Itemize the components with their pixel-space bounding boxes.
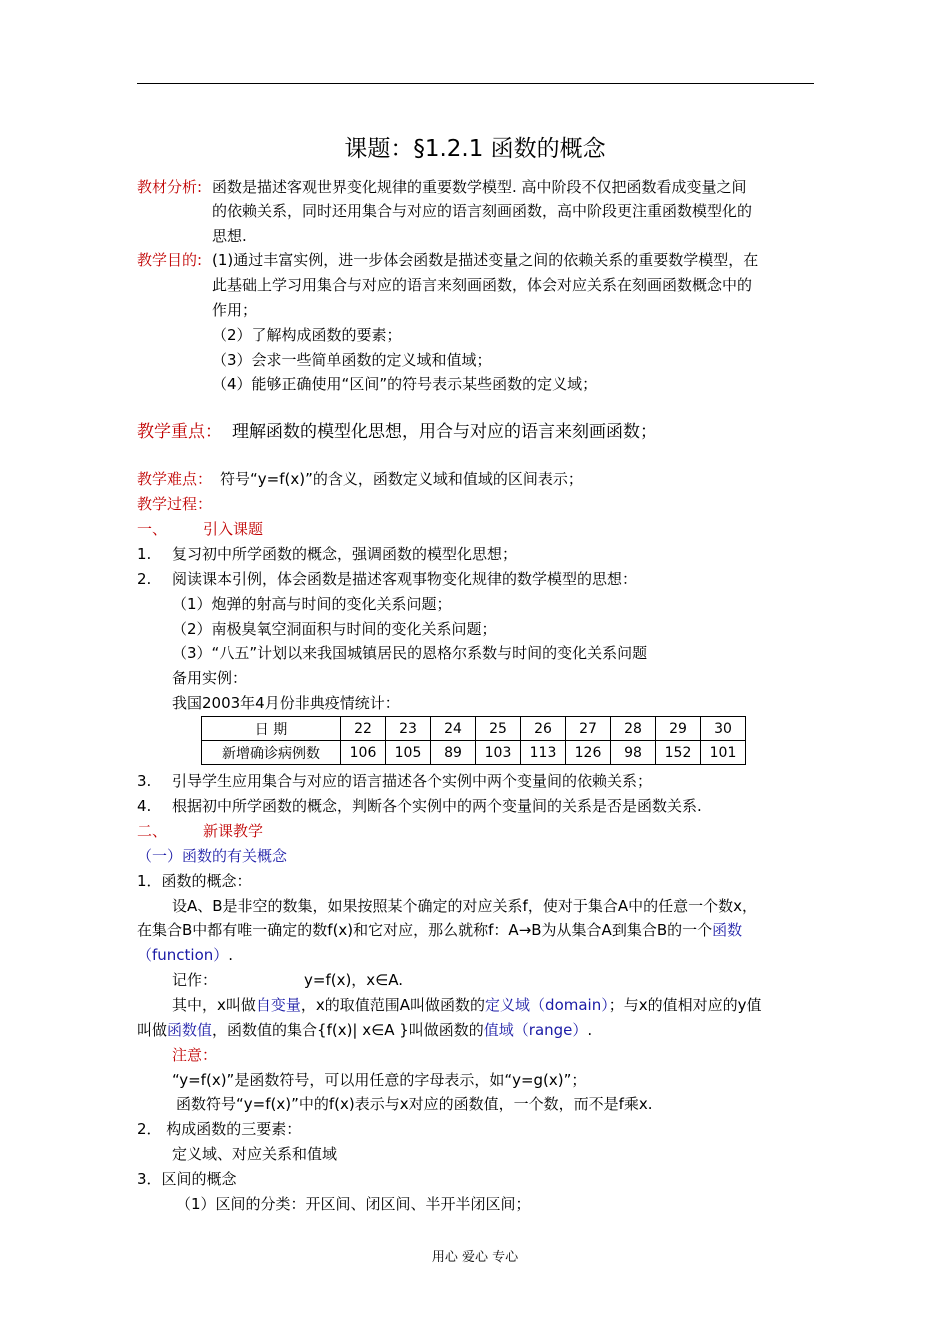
textbook-analysis-line: 思想. <box>212 227 247 245</box>
table-cell: 22 <box>341 717 386 741</box>
objective-line: (1)通过丰富实例，进一步体会函数是描述变量之间的依赖关系的重要数学模型，在 <box>212 251 759 269</box>
list-number: 4. <box>137 797 152 815</box>
table-cell: 23 <box>386 717 431 741</box>
notation-formula: y=f(x)，x∈A. <box>304 971 404 989</box>
key-point-text: 理解函数的模型化思想，用合与对应的语言来刻画函数； <box>232 422 657 442</box>
table-cell: 105 <box>386 741 431 765</box>
terms-text: . <box>587 1021 593 1039</box>
table-cell: 113 <box>521 741 566 765</box>
definition-text: 在集合B中都有唯一确定的数f(x)和它对应，那么就称f：A→B为从集合A到集合B的一个 <box>137 921 713 939</box>
terms-text: 叫做 <box>137 1021 168 1039</box>
example-item: （1）炮弹的射高与时间的变化关系问题； <box>172 595 452 613</box>
table-cell: 126 <box>566 741 611 765</box>
table-cell: 152 <box>656 741 701 765</box>
difficulty-label: 教学难点： <box>137 470 213 488</box>
paragraph-text: 定义域、对应关系和值域 <box>172 1145 338 1163</box>
note-item: “y=f(x)”是函数符号，可以用任意的字母表示，如“y=g(x)”； <box>172 1071 587 1089</box>
section2-number: 二、 <box>137 822 168 840</box>
definition-line <box>137 920 742 940</box>
table-cell: 101 <box>701 741 746 765</box>
term-function-en: （function） <box>137 946 229 964</box>
table-cell: 98 <box>611 741 656 765</box>
difficulty-text: 符号“y=f(x)”的含义，函数定义域和值域的区间表示； <box>220 470 583 488</box>
key-point-label: 教学重点： <box>137 422 222 442</box>
textbook-analysis-label: 教材分析: <box>137 178 203 196</box>
table-row <box>202 741 746 765</box>
list-item: 根据初中所学函数的概念，判断各个实例中的两个变量间的关系是否是函数关系. <box>172 797 702 815</box>
textbook-analysis-line: 的依赖关系，同时还用集合与对应的语言刻画函数，高中阶段更注重函数模型化的 <box>212 202 753 220</box>
subsection-title: （一）函数的有关概念 <box>137 847 288 865</box>
term-domain: 定义域（domain） <box>485 996 609 1014</box>
list-item: 引导学生应用集合与对应的语言描述各个实例中两个变量间的依赖关系； <box>172 772 653 790</box>
table-caption: 我国2003年4月份非典疫情统计： <box>172 694 400 712</box>
objective-item: （3）会求一些简单函数的定义域和值域； <box>212 351 492 369</box>
table-cell: 25 <box>476 717 521 741</box>
table-cell: 28 <box>611 717 656 741</box>
list-number: 1. <box>137 545 152 563</box>
page-footer: 用心 爱心 专心 <box>431 1250 519 1265</box>
terms-line <box>137 1020 592 1040</box>
objective-item: （4）能够正确使用“区间”的符号表示某些函数的定义域； <box>212 375 598 393</box>
backup-label: 备用实例： <box>172 669 248 687</box>
term-function: 函数 <box>712 921 743 939</box>
table-cell: 26 <box>521 717 566 741</box>
terms-line <box>172 995 762 1015</box>
page-title: 课题：§1.2.1 函数的概念 <box>344 136 606 162</box>
table-cell: 29 <box>656 717 701 741</box>
example-item: （2）南极臭氧空洞面积与时间的变化关系问题； <box>172 620 497 638</box>
term-function-value: 函数值 <box>167 1021 213 1039</box>
section1-title: 引入课题 <box>203 520 264 538</box>
terms-text: 其中，x叫做 <box>172 996 256 1014</box>
objectives-label: 教学目的: <box>137 251 203 269</box>
table-header-cell: 新增确诊病例数 <box>202 741 341 765</box>
table-header-cell: 日 期 <box>202 717 341 741</box>
terms-text: ，函数值的集合{f(x)| x∈A }叫做函数的 <box>212 1021 484 1039</box>
note-label: 注意： <box>172 1046 218 1064</box>
process-label: 教学过程： <box>137 495 213 513</box>
table-cell: 103 <box>476 741 521 765</box>
table-cell: 27 <box>566 717 611 741</box>
example-item: （3）“八五”计划以来我国城镇居民的恩格尔系数与时间的变化关系问题 <box>172 644 648 662</box>
definition-line <box>137 945 233 965</box>
term-independent-variable: 自变量 <box>255 996 301 1014</box>
textbook-analysis-line: 函数是描述客观世界变化规律的重要数学模型. 高中阶段不仅把函数看成变量之间 <box>212 178 747 196</box>
notation-label: 记作： <box>172 971 218 989</box>
paragraph-text: （1）区间的分类：开区间、闭区间、半开半闭区间； <box>176 1195 531 1213</box>
list-number: 2. <box>137 570 152 588</box>
sars-table <box>201 716 746 765</box>
section2-title: 新课教学 <box>203 822 264 840</box>
note-item: 函数符号“y=f(x)”中的f(x)表示与x对应的函数值，一个数，而不是f乘x. <box>176 1095 653 1113</box>
table-cell: 89 <box>431 741 476 765</box>
table-cell: 106 <box>341 741 386 765</box>
paragraph-heading: 1．函数的概念： <box>137 872 252 890</box>
table-cell: 24 <box>431 717 476 741</box>
paragraph-heading: 3．区间的概念 <box>137 1170 237 1188</box>
table-cell: 30 <box>701 717 746 741</box>
definition-text: . <box>228 946 234 964</box>
table-row <box>202 717 746 741</box>
list-item: 复习初中所学函数的概念，强调函数的模型化思想； <box>172 545 518 563</box>
paragraph-heading: 2． 构成函数的三要素： <box>137 1120 302 1138</box>
list-item: 阅读课本引例，体会函数是描述客观事物变化规律的数学模型的思想： <box>172 570 638 588</box>
header-rule <box>137 83 814 84</box>
terms-text: ；与x的值相对应的y值 <box>608 996 762 1014</box>
objective-line: 作用； <box>212 301 258 319</box>
objective-line: 此基础上学习用集合与对应的语言来刻画函数，体会对应关系在刻画函数概念中的 <box>212 276 753 294</box>
terms-text: ，x的取值范围A叫做函数的 <box>300 996 486 1014</box>
objective-item: （2）了解构成函数的要素； <box>212 326 402 344</box>
section1-number: 一、 <box>137 520 168 538</box>
term-range: 值域（range） <box>483 1021 588 1039</box>
list-number: 3. <box>137 772 152 790</box>
definition-line: 设A、B是非空的数集，如果按照某个确定的对应关系f，使对于集合A中的任意一个数x， <box>172 897 757 915</box>
